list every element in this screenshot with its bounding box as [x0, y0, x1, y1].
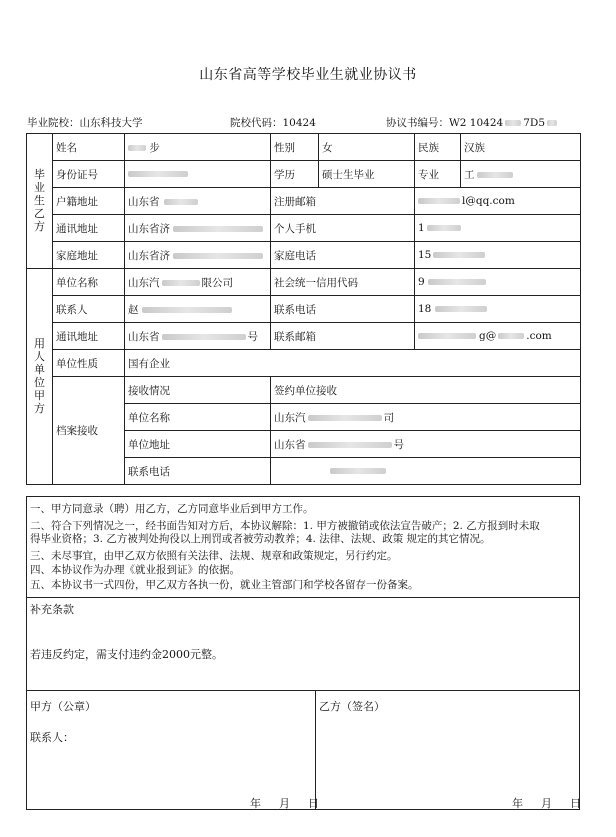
- agreement-number-value: W2 10424: [449, 117, 504, 129]
- document-title: 山东省高等学校毕业生就业协议书: [199, 67, 417, 83]
- party-a-month: 月: [279, 797, 290, 810]
- redacted-mark: [164, 199, 198, 205]
- ethnicity-value: 汉族: [461, 134, 581, 161]
- major-label: 专业: [415, 161, 461, 188]
- education-label: 学历: [271, 161, 319, 188]
- party-b-year: 年: [512, 797, 523, 810]
- party-b-day: 日: [570, 797, 581, 810]
- graduate-side-label: 毕业生乙方: [27, 134, 53, 269]
- unit-name-value: 山东汽 限公司: [125, 269, 271, 296]
- school-label: 毕业院校：: [27, 117, 80, 129]
- redacted-mark: [162, 280, 200, 286]
- clause-2: 二、符合下列情况之一，经书面告知对方后，本协议解除：1. 甲方被撤销或依法宣告破产；2. 乙方报到时未取: [30, 520, 540, 532]
- employer-side-label: 用人单位甲方: [27, 269, 53, 485]
- supplement-box: [26, 597, 580, 691]
- agreement-number-field: [386, 115, 557, 130]
- party-a-year: 年: [250, 797, 261, 810]
- redacted-mark: [162, 334, 246, 340]
- school-code-value: 10424: [282, 117, 316, 129]
- redacted-mark: [498, 333, 524, 339]
- mobile-label: 个人手机: [271, 215, 415, 242]
- hukou-value: 山东省: [125, 188, 271, 215]
- unit-email-label: 联系邮箱: [271, 323, 415, 350]
- name-value: 步: [125, 134, 271, 161]
- redacted-mark: [142, 307, 232, 313]
- email-label: 注册邮箱: [271, 188, 415, 215]
- clause-5: 五、本协议书一式四份，甲乙双方各执一份，就业主管部门和学校各留存一份备案。: [30, 579, 419, 591]
- unit-address-label: 通讯地址: [53, 323, 125, 350]
- school-name: 山东科技大学: [79, 117, 143, 129]
- receive-status-value: 签约单位接收: [271, 377, 581, 404]
- redacted-mark: [128, 145, 146, 151]
- party-b-signature-label: 乙方（签名）: [319, 700, 385, 713]
- unit-nature-label: 单位性质: [53, 350, 125, 377]
- party-b-month: 月: [541, 797, 552, 810]
- agreement-number-tail: 7D5: [523, 117, 545, 129]
- archive-unit-label: 单位名称: [125, 404, 271, 431]
- mobile-value: 1: [415, 215, 581, 242]
- party-b-date: [512, 795, 581, 811]
- id-number-value: [125, 161, 271, 188]
- mail-address-label: 通讯地址: [53, 215, 125, 242]
- home-address-label: 家庭地址: [53, 242, 125, 269]
- redacted-mark: [505, 120, 521, 126]
- redacted-mark: [433, 252, 485, 258]
- supplement-label: 补充条款: [30, 603, 74, 616]
- hukou-label: 户籍地址: [53, 188, 125, 215]
- redacted-mark: [547, 120, 557, 126]
- clause-2-continued: 得毕业资格；3. 乙方被判处拘役以上刑罚或者被劳动教养；4. 法律、法规、政策 规定的其它情况。: [30, 533, 491, 545]
- clause-3: 三、未尽事宜，由甲乙双方依照有关法律、法规、规章和政策规定，另行约定。: [30, 550, 398, 562]
- archive-phone-value: [271, 458, 581, 485]
- id-number-label: 身份证号: [53, 161, 125, 188]
- contact-value: 赵: [125, 296, 271, 323]
- info-table: [26, 133, 581, 485]
- school-field: [27, 115, 143, 130]
- redacted-mark: [418, 198, 460, 204]
- redacted-mark: [173, 253, 263, 259]
- email-value: l@qq.com: [415, 188, 581, 215]
- redacted-mark: [477, 172, 513, 178]
- school-code-field: [230, 115, 316, 130]
- ethnicity-label: 民族: [415, 134, 461, 161]
- unit-email-value: g@ .com: [415, 323, 581, 350]
- archive-unit-value: 山东汽 司: [271, 404, 581, 431]
- archive-address-label: 单位地址: [125, 431, 271, 458]
- contact-label: 联系人: [53, 296, 125, 323]
- contact-phone-value: 18: [415, 296, 581, 323]
- clause-1: 一、甲方同意录（聘）用乙方，乙方同意毕业后到甲方工作。: [30, 503, 314, 515]
- gender-label: 性别: [271, 134, 319, 161]
- redacted-mark: [427, 225, 461, 231]
- unit-address-value: 山东省 号: [125, 323, 271, 350]
- party-a-day: 日: [308, 797, 319, 810]
- archive-label: 档案接收: [53, 377, 125, 485]
- clause-4: 四、本协议作为办理《就业报到证》的依据。: [30, 564, 240, 576]
- credit-code-label: 社会统一信用代码: [271, 269, 415, 296]
- archive-address-value: 山东省 号: [271, 431, 581, 458]
- unit-nature-value: 国有企业: [125, 350, 581, 377]
- agreement-number-label: 协议书编号：: [386, 117, 449, 129]
- party-a-seal-label: 甲方（公章）: [30, 700, 96, 713]
- name-label: 姓名: [53, 134, 125, 161]
- home-phone-value: 15: [415, 242, 581, 269]
- receive-status-label: 接收情况: [125, 377, 271, 404]
- party-a-contact-label: 联系人：: [30, 731, 74, 744]
- home-phone-label: 家庭电话: [271, 242, 415, 269]
- party-a-date: [250, 795, 319, 811]
- redacted-mark: [308, 415, 382, 421]
- redacted-mark: [308, 442, 392, 448]
- redacted-mark: [330, 468, 386, 474]
- education-value: 硕士生毕业: [319, 161, 415, 188]
- redacted-mark: [418, 333, 476, 339]
- unit-name-label: 单位名称: [53, 269, 125, 296]
- supplement-text: 若违反约定，需支付违约金2000元整。: [30, 648, 223, 661]
- redacted-mark: [173, 226, 263, 232]
- mail-address-value: 山东省济: [125, 215, 271, 242]
- credit-code-value: 9: [415, 269, 581, 296]
- archive-phone-label: 联系电话: [125, 458, 271, 485]
- redacted-mark: [428, 279, 486, 285]
- contact-phone-label: 联系电话: [271, 296, 415, 323]
- redacted-mark: [128, 171, 188, 177]
- gender-value: 女: [319, 134, 415, 161]
- redacted-mark: [435, 306, 487, 312]
- major-value: 工: [461, 161, 581, 188]
- home-address-value: 山东省济: [125, 242, 271, 269]
- school-code-label: 院校代码：: [230, 117, 283, 129]
